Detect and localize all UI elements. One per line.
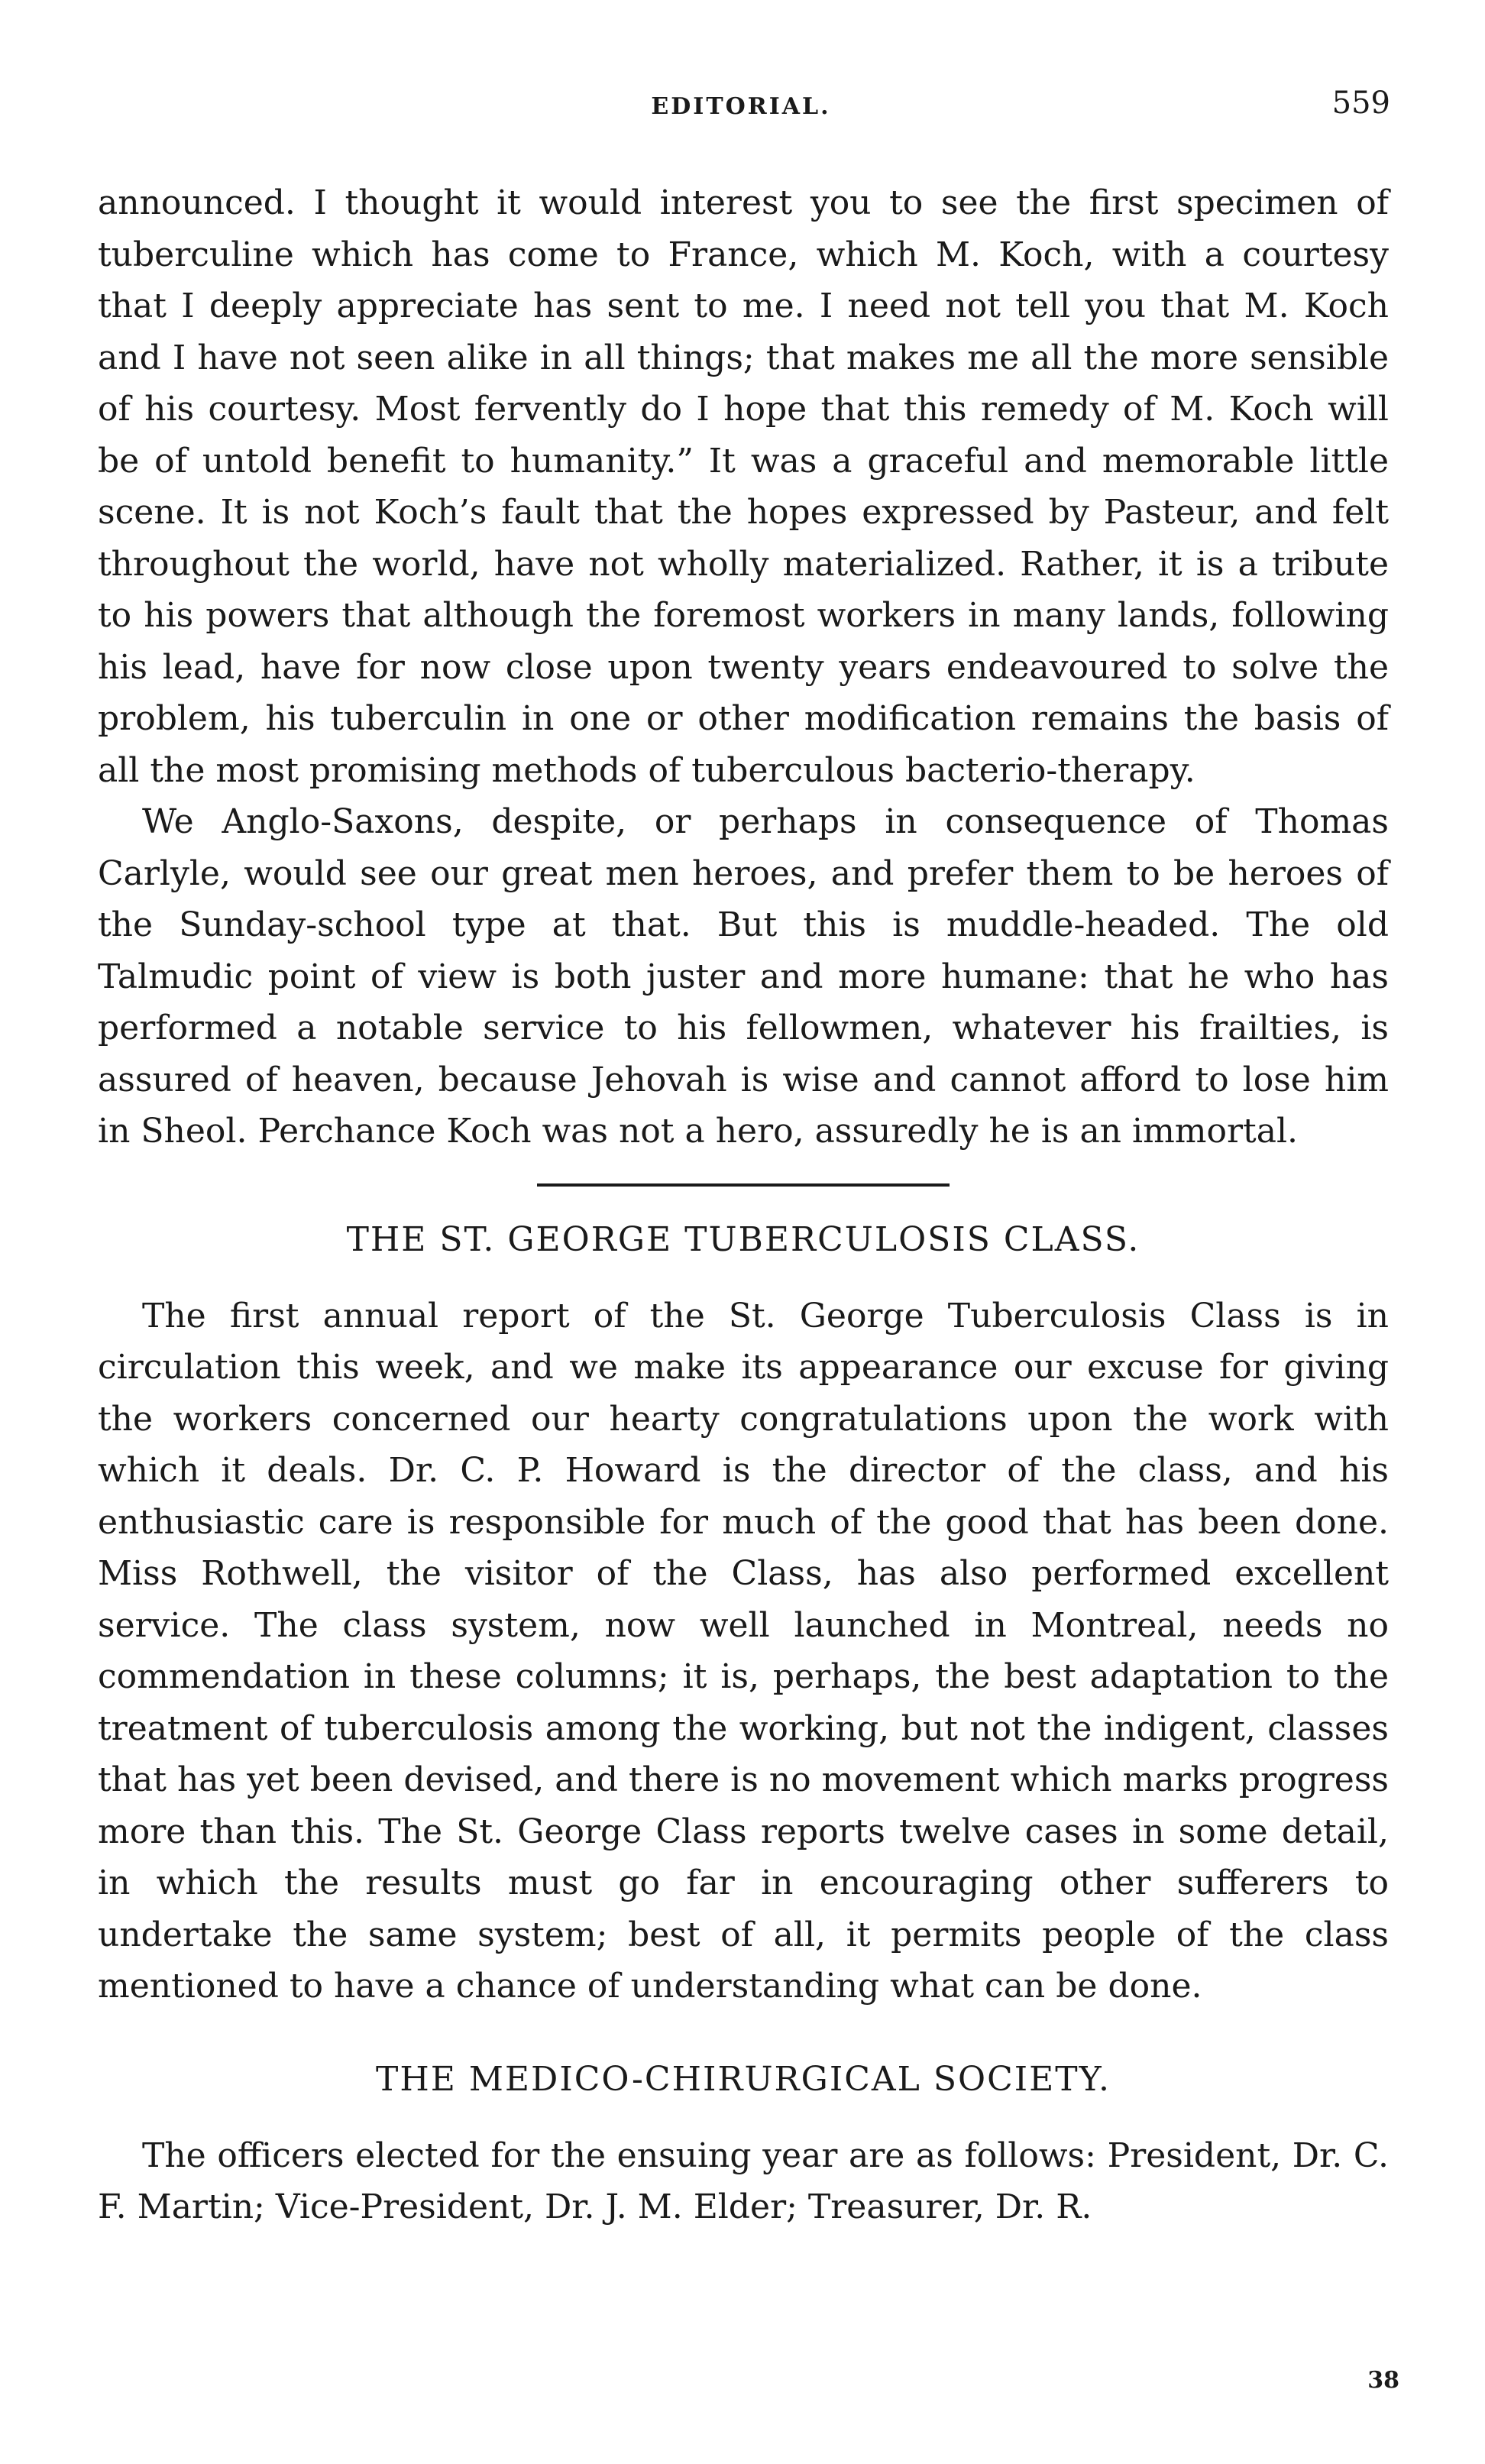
paragraph-officers: The officers elected for the ensuing year are as follows: President, Dr. C. F. Martin; Vice-President, Dr. J. M. Elder; Treasurer, Dr. R. (98, 2135, 1389, 2226)
signature-mark: 38 (1367, 2367, 1399, 2394)
article-body (98, 177, 1389, 2233)
section-divider (537, 1183, 950, 1187)
running-title: EDITORIAL. (651, 93, 831, 120)
section-heading-tuberculosis-class: THE ST. GEORGE TUBERCULOSIS CLASS. (346, 1219, 1140, 1259)
paragraph-anglo-saxons: We Anglo-Saxons, despite, or perhaps in consequence of Thomas Carlyle, would see our great men heroes, and prefer them to be heroes of the Sunday-school type at that. But this is muddle-headed. The old Talmudic point of view is both juster and more humane: that he who has performed a notable service to his fellowmen, whatever his frailties, is assured of heaven, because Jehovah is wise and cannot afford to lose him in Sheol. Perchance Koch was not a hero, assuredly he is an immortal. (98, 802, 1389, 1151)
running-head (92, 84, 1390, 130)
page-number: 559 (1331, 86, 1390, 121)
section-heading-medico-chirurgical: THE MEDICO-CHIRURGICAL SOCIETY. (376, 2059, 1111, 2099)
paragraph-tuberculosis-class: The first annual report of the St. George Tuberculosis Class is in circulation this week, and we make its appearance our excuse for giving the workers concerned our hearty congratulations upon the work with which it deals. Dr. C. P. Howard is the director of the class, and his enthusiastic care is responsible for much of the good that has been done. Miss Rothwell, the visitor of the Class, has also performed excellent service. The class system, now well launched in Montreal, needs no commendation in these columns; it is, perhaps, the best adaptation to the treatment of tuberculosis among the working, but not the indigent, classes that has yet been devised, and there is no movement which marks progress more than this. The St. George Class reports twelve cases in some detail, in which the results must go far in encouraging other sufferers to undertake the same system; best of all, it permits people of the class mentioned to have a chance of understanding what can be done. (98, 1296, 1389, 2006)
paragraph-koch-quote: announced. I thought it would interest you to see the first specimen of tuberculine which has come to France, which M. Koch, with a courtesy that I deeply appreciate has sent to me. I need not tell you that M. Koch and I have not seen alike in all things; that makes me all the more sensible of his courtesy. Most fervently do I hope that this remedy of M. Koch will be of untold benefit to humanity.” It was a graceful and memorable little scene. It is not Koch’s fault that the hopes expressed by Pasteur, and felt throughout the world, have not wholly materialized. Rather, it is a tribute to his powers that although the foremost workers in many lands, following his lead, have for now close upon twenty years endeavoured to solve the problem, his tuberculin in one or other modification remains the basis of all the most promising methods of tuberculous bacterio-therapy. (98, 183, 1389, 790)
